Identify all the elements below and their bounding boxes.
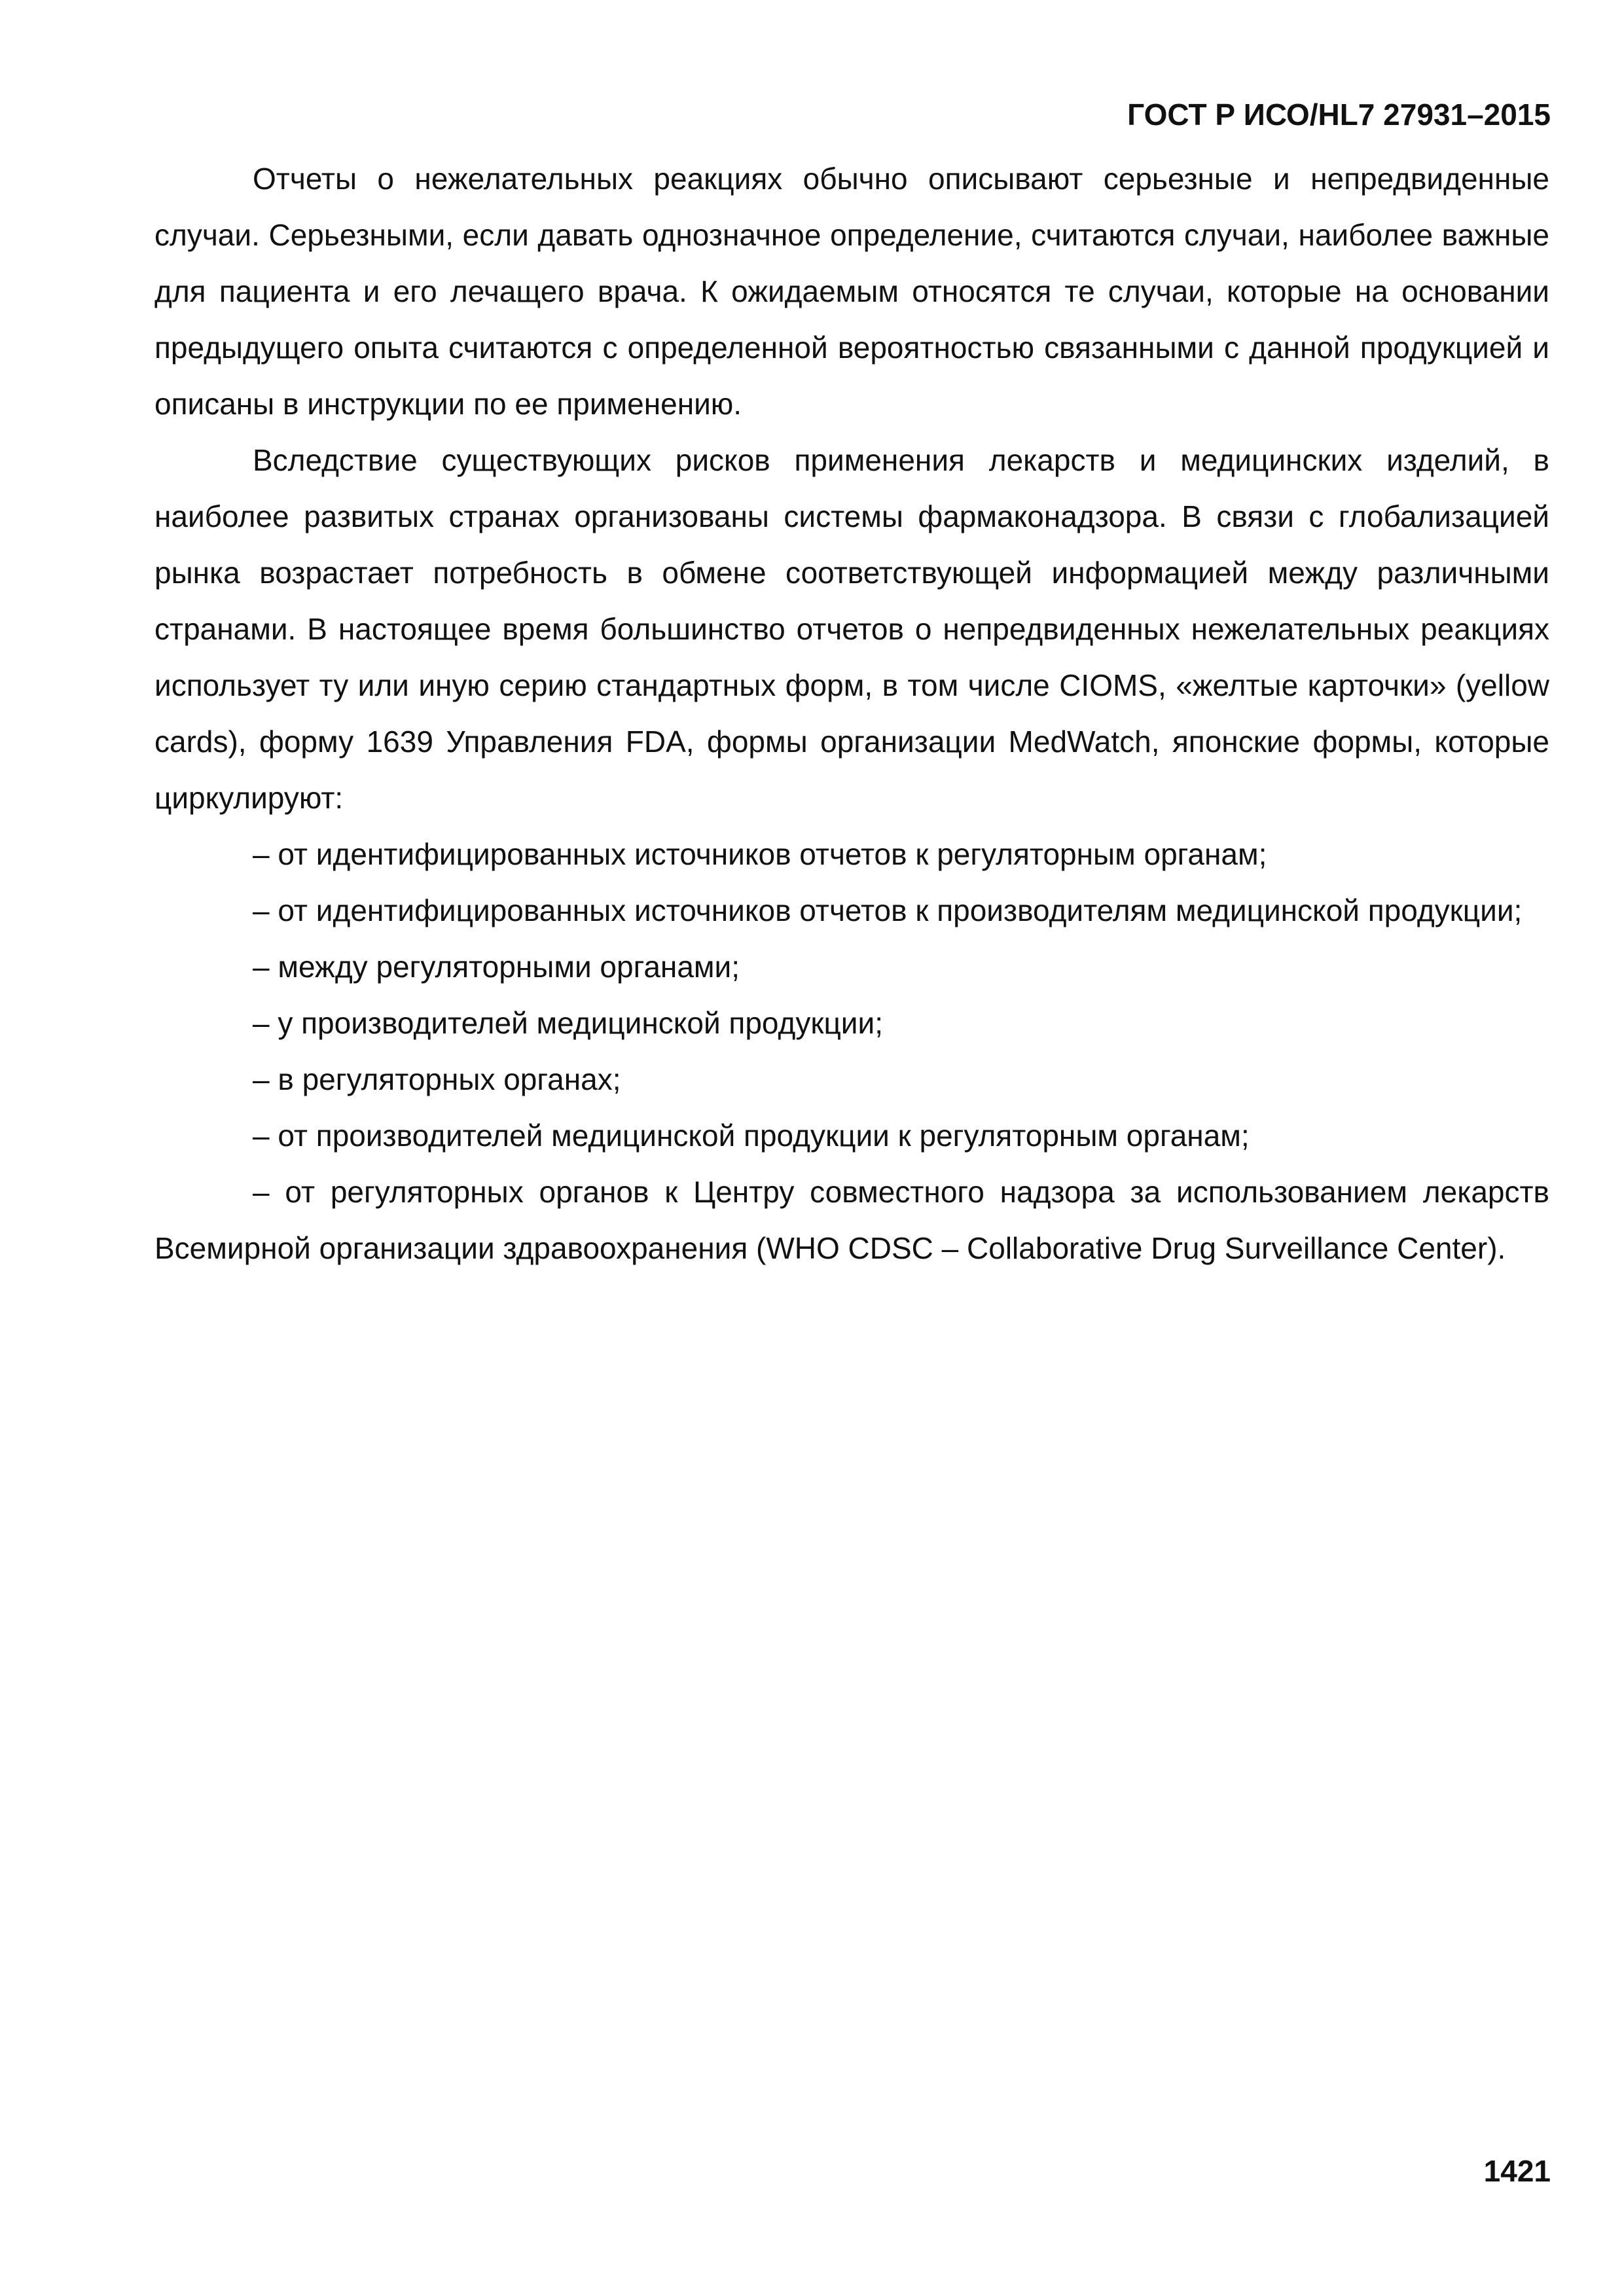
document-body bbox=[154, 151, 1549, 1276]
list-item-regulators-to-who-cdsc: – от регуляторных органов к Центру совместного надзора за использованием лекарств Всемирной организации здравоохранения (WHO CDSC – Collaborative Drug Surveillance Center). bbox=[154, 1175, 1549, 1265]
document-code-header: ГОСТ Р ИСО/HL7 27931–2015 bbox=[1127, 98, 1551, 132]
list-item-sources-to-regulators: – от идентифицированных источников отчетов к регуляторным органам; bbox=[253, 837, 1267, 871]
list-item-within-manufacturers: – у производителей медицинской продукции; bbox=[253, 1006, 883, 1040]
list-item-sources-to-manufacturers: – от идентифицированных источников отчетов к производителям медицинской продукции; bbox=[253, 893, 1523, 927]
list-item-manufacturers-to-regulators: – от производителей медицинской продукции к регуляторным органам; bbox=[253, 1119, 1250, 1153]
paragraph-adverse-reaction-reports: Отчеты о нежелательных реакциях обычно описывают серьезные и непредвиденные случаи. Серьезными, если давать однозначное определение, считаются случаи, наиболее важные для пациента и его лечащего врача. К ожидаемым относятся те случаи, которые на основании предыдущего опыта считаются с определенной вероятностью связанными с данной продукцией и описаны в инструкции по ее применению. bbox=[154, 162, 1549, 421]
paragraph-pharmacovigilance-systems: Вследствие существующих рисков применения лекарств и медицинских изделий, в наиболее развитых странах организованы системы фармаконадзора. В связи с глобализацией рынка возрастает потребность в обмене соответствующей информацией между различными странами. В настоящее время большинство отчетов о непредвиденных нежелательных реакциях использует ту или иную серию стандартных форм, в том числе CIOMS, «желтые карточки» (yellow cards), форму 1639 Управления FDA, формы организации MedWatch, японские формы, которые циркулируют: bbox=[154, 443, 1549, 815]
page-number: 1421 bbox=[1483, 2154, 1551, 2188]
list-item-within-regulators: – в регуляторных органах; bbox=[253, 1062, 621, 1096]
list-item-between-regulators: – между регуляторными органами; bbox=[253, 950, 740, 984]
